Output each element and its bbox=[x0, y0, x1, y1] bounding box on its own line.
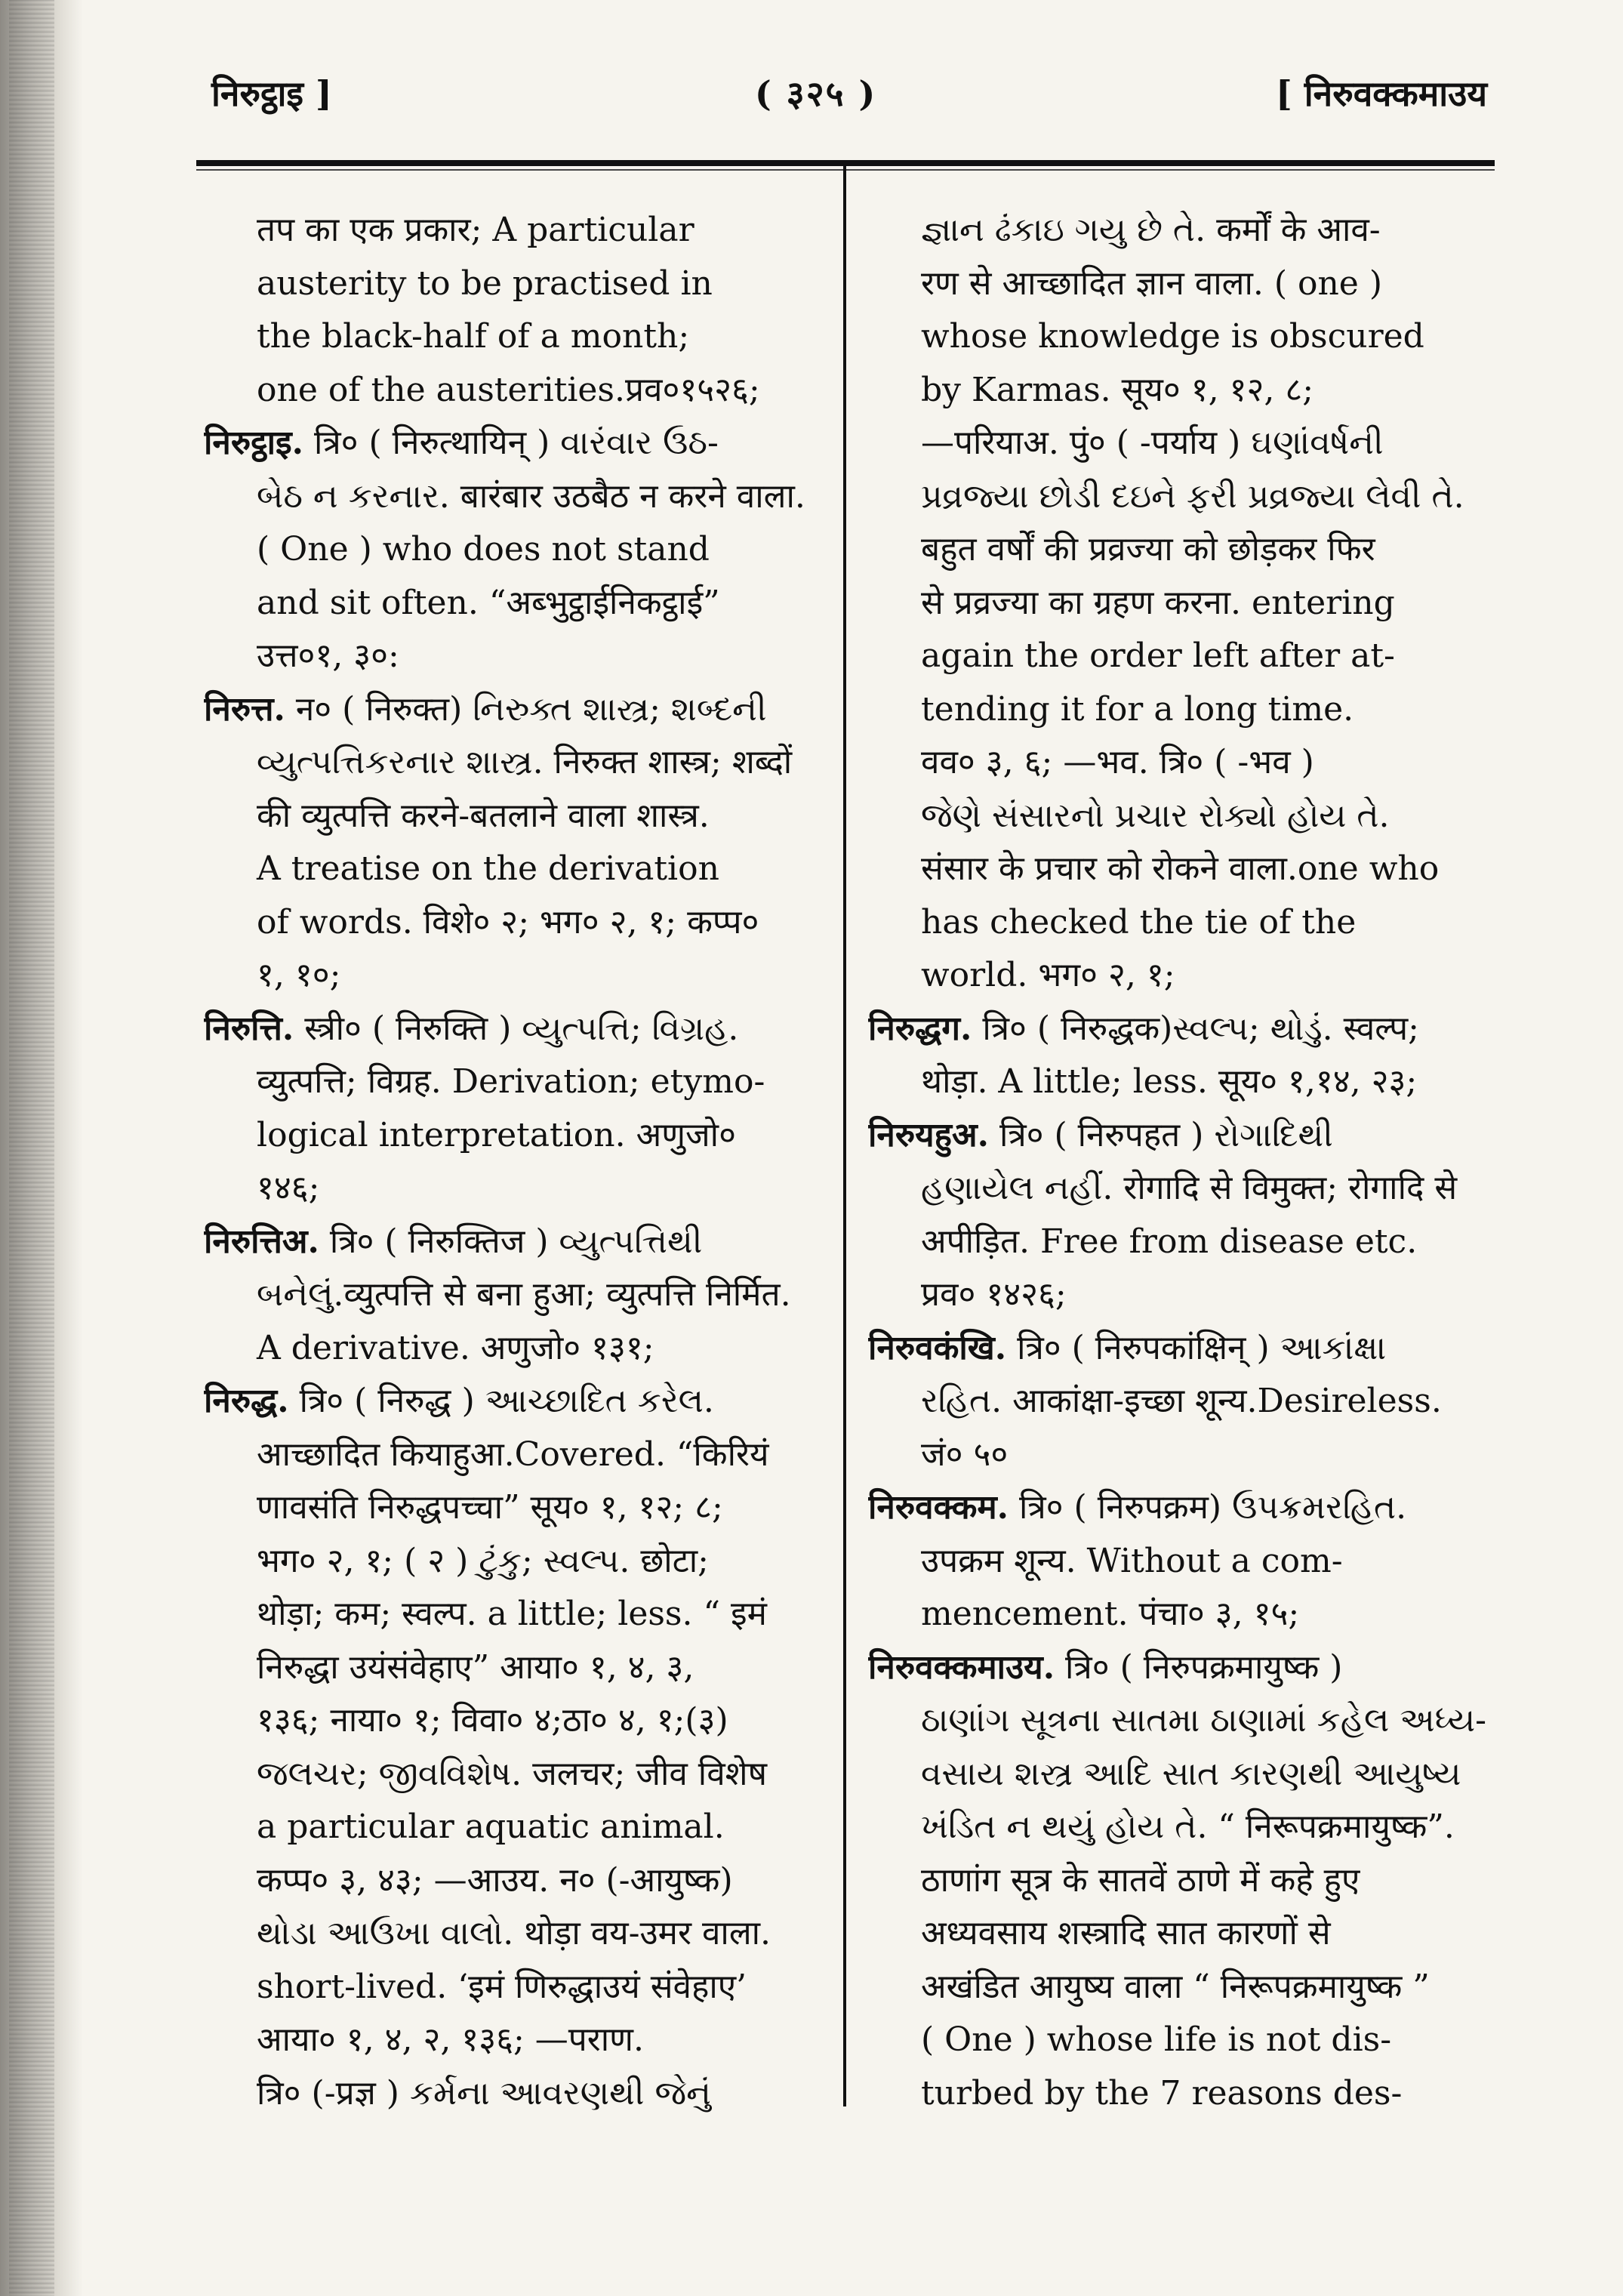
entry-text-line bbox=[204, 1162, 823, 1216]
entry-text: अध्यवसाय शस्त्रादि सात कारणों से bbox=[921, 1914, 1331, 1952]
entry-text-line bbox=[868, 2067, 1487, 2121]
entry-text: ઠાણાંગ સૂત્રના સાતમા ઠાણામાં કહેલ અધ્ય- bbox=[921, 1701, 1487, 1740]
entry-text: स्त्री० ( निरुक्ति ) વ્યુત્પત્તિ; વિગ્રહ. bbox=[294, 1009, 739, 1048]
entry-text-line bbox=[204, 1268, 823, 1322]
entry-text-line bbox=[868, 843, 1487, 896]
entry-text-line bbox=[204, 364, 823, 418]
entry-text: १, १०; bbox=[257, 956, 341, 994]
page-spine-texture bbox=[9, 0, 54, 2296]
entry-text: भग० २, १; ( २ ) ટુંકુ; સ્વલ્પ. छोटा; bbox=[257, 1541, 710, 1580]
entry-headword-line bbox=[204, 683, 823, 737]
entry-text: अखंडित आयुष्य वाला “ निरूपक्रमायुष्क ” bbox=[921, 1967, 1430, 2006]
entry-text-line bbox=[204, 790, 823, 843]
entry-text: પ્રવ્રજ્યા છોડી દઇને ફરી પ્રવ્રજ્યા લેવી તે. bbox=[921, 476, 1464, 516]
entry-text: की व्युत्पत्ति करने-बतलाने वाला शास्त्र. bbox=[257, 796, 710, 835]
entry-text: अपीड़ित. Free from disease etc. bbox=[921, 1222, 1418, 1261]
entry-text: turbed by the 7 reasons des- bbox=[921, 2073, 1403, 2113]
entry-headword-line bbox=[868, 1641, 1487, 1695]
entry-text-line bbox=[204, 577, 823, 630]
entry-text-line bbox=[204, 1428, 823, 1482]
entry-text: by Karmas. सूय० १, १२, ८; bbox=[921, 370, 1314, 409]
entry-text: त्रि० (-प्रज्ञ ) કર્મના આવરણથી જેનું bbox=[257, 2073, 711, 2113]
entry-headword-line bbox=[204, 417, 823, 470]
entry-headword: निरुत्त. bbox=[204, 689, 285, 729]
entry-text-line bbox=[868, 1375, 1487, 1428]
entry-text: વ્યુત્પત્તિકરનાર શાસ્ત્ર. निरुक्त शास्त्र; शब्दों bbox=[257, 743, 793, 781]
entry-text-line bbox=[204, 1481, 823, 1535]
entry-text: of words. विशे० २; भग० २, १; कप्प० bbox=[257, 902, 759, 942]
entry-text-line bbox=[868, 1961, 1487, 2014]
entry-text-line bbox=[868, 257, 1487, 311]
entry-text-line bbox=[868, 577, 1487, 630]
entry-text-line bbox=[204, 523, 823, 577]
entry-text: logical interpretation. अणुजो० bbox=[257, 1115, 736, 1154]
entry-text-line bbox=[868, 1748, 1487, 1801]
entry-text: उपक्रम शून्य. Without a com- bbox=[921, 1541, 1343, 1580]
entry-text-line bbox=[204, 1801, 823, 1854]
entry-text: त्रि० ( निरुक्तिज ) વ્યુત્પત્તિથી bbox=[319, 1222, 703, 1261]
entry-text: तप का एक प्रकार; A particular bbox=[257, 211, 694, 249]
entry-text: थोड़ा; कम; स्वल्प. a little; less. “ इमं bbox=[257, 1595, 767, 1633]
entry-text: त्रि० ( निरुपक्रमायुष्क ) bbox=[1055, 1647, 1343, 1687]
entry-text: બેઠ ન કરનાર. बारंबार उठबैठ न करने वाला. bbox=[257, 476, 805, 516]
right-column bbox=[868, 204, 1487, 2120]
entry-headword: निरुवकंखि. bbox=[868, 1328, 1007, 1367]
entry-text-line bbox=[868, 1801, 1487, 1854]
entry-headword-line bbox=[204, 1216, 823, 1269]
entry-text-line bbox=[868, 896, 1487, 950]
entry-text-line bbox=[204, 1694, 823, 1748]
entry-text: હણાયેલ નહીં. रोगादि से विमुक्त; रोगादि से bbox=[921, 1169, 1458, 1207]
entry-text-line bbox=[868, 949, 1487, 1003]
entry-text: જ્ઞાન ઢંકાઇ ગયુ છે તે. कर्मों के आव- bbox=[921, 211, 1381, 249]
entry-text: बहुत वर्षों की प्रव्रज्या को छोड़कर फिर bbox=[921, 530, 1375, 569]
entry-text-line bbox=[868, 1907, 1487, 1961]
entry-text: world. भग० २, १; bbox=[921, 956, 1175, 994]
entry-text: संसार के प्रचार को रोकने वाला.one who bbox=[921, 849, 1440, 888]
entry-text-line bbox=[204, 1588, 823, 1641]
entry-text-line bbox=[868, 790, 1487, 843]
entry-text-line bbox=[204, 310, 823, 364]
entry-text-line bbox=[868, 1428, 1487, 1482]
entry-text: उत्त०१, ३०: bbox=[257, 636, 399, 675]
entry-text: कप्प० ३, ४३; —आउय. न० (-आयुष्क) bbox=[257, 1860, 733, 1900]
entry-text-line bbox=[868, 630, 1487, 683]
entry-text: થોડા આઉખા વાલો. थोड़ा वय-उमर वाला. bbox=[257, 1914, 771, 1952]
entry-text-line bbox=[868, 1535, 1487, 1589]
entry-text-line bbox=[868, 736, 1487, 790]
entry-text: short-lived. ‘इमं णिरुद्धाउयं संवेहाए’ bbox=[257, 1967, 747, 2006]
entry-text-line bbox=[204, 2067, 823, 2121]
entry-text: વસાય શસ્ત્ર આદિ સાત કારણથી આયુષ્ય bbox=[921, 1754, 1461, 1793]
entry-text: ( One ) who does not stand bbox=[257, 530, 710, 569]
entry-text-line bbox=[204, 1535, 823, 1589]
entry-headword: निरुवक्कम. bbox=[868, 1488, 1009, 1527]
entry-text: प्रव० १४२६; bbox=[921, 1275, 1067, 1314]
entry-text-line bbox=[204, 470, 823, 524]
entry-text-line bbox=[204, 630, 823, 683]
entry-text: से प्रव्रज्या का ग्रहण करना. entering bbox=[921, 583, 1395, 622]
entry-text-line bbox=[204, 1961, 823, 2014]
entry-text: બનેલું.व्युत्पत्ति से बना हुआ; व्युत्पत्ति निर्मित. bbox=[257, 1275, 791, 1314]
entry-text: त्रि० ( निरुपक्रम) ઉપક્રમરહિત. bbox=[1009, 1488, 1407, 1527]
entry-text: austerity to be practised in bbox=[257, 264, 713, 303]
entry-text-line bbox=[868, 364, 1487, 418]
entry-text: ખંડિત ન થયું હોય તે. “ निरूपक्रमायुष्क”. bbox=[921, 1808, 1455, 1846]
entry-text: णावसंति निरुद्धपच्चा” सूय० १, १२; ८; bbox=[257, 1488, 723, 1527]
entry-text: રહિત. आकांक्षा-इच्छा शून्य.Desireless. bbox=[921, 1382, 1442, 1420]
entry-text-line bbox=[868, 470, 1487, 524]
entry-headword-line bbox=[868, 1003, 1487, 1056]
entry-text: जं० ५० bbox=[921, 1435, 1009, 1474]
entry-text-line bbox=[868, 204, 1487, 257]
entry-text: १४६; bbox=[257, 1169, 320, 1207]
entry-text: १३६; नाया० १; विवा० ४;ठा० ४, १;(३) bbox=[257, 1701, 728, 1740]
entry-text: त्रि० ( निरुपकांक्षिन् ) આકાંક્ષા bbox=[1006, 1328, 1387, 1367]
entry-headword: निरुयहुअ. bbox=[868, 1115, 989, 1154]
entry-headword-line bbox=[868, 1109, 1487, 1163]
entry-text-line bbox=[204, 1748, 823, 1801]
entry-text-line bbox=[868, 417, 1487, 470]
entry-headword: निरुत्ति. bbox=[204, 1009, 294, 1048]
entry-headword-line bbox=[204, 1003, 823, 1056]
column-divider bbox=[843, 166, 846, 2106]
entry-text: त्रि० ( निरुपहत ) રોગાદિથી bbox=[988, 1115, 1333, 1154]
entry-headword: निरुद्ध. bbox=[204, 1382, 289, 1420]
entry-text-line bbox=[868, 1162, 1487, 1216]
entry-text-line bbox=[868, 523, 1487, 577]
entry-text: आच्छादित कियाहुआ.Covered. “किरियं bbox=[257, 1435, 769, 1474]
entry-text-line bbox=[204, 1322, 823, 1376]
entry-text-line bbox=[204, 1641, 823, 1695]
entry-text-line bbox=[868, 2014, 1487, 2067]
page-number: ( ३२५ ) bbox=[755, 73, 877, 114]
page-header bbox=[196, 63, 1495, 131]
entry-text: જલચર; જીવવિશેષ. जलचर; जीव विशेष bbox=[257, 1754, 768, 1793]
entry-text: थोड़ा. A little; less. सूय० १,१४, २३; bbox=[921, 1062, 1418, 1101]
header-rule bbox=[196, 160, 1495, 166]
entry-text-line bbox=[204, 1056, 823, 1109]
entry-headword: निरुद्धग. bbox=[868, 1009, 972, 1048]
entry-text-line bbox=[868, 1854, 1487, 1908]
entry-text-line bbox=[868, 310, 1487, 364]
entry-text: and sit often. “अब्भुट्ठाईनिकट्ठाई” bbox=[257, 583, 720, 622]
entry-text: a particular aquatic animal. bbox=[257, 1808, 725, 1846]
entry-text: निरुद्धा उयंसंवेहाए” आया० १, ४, ३, bbox=[257, 1647, 694, 1687]
entry-text: आया० १, ४, २, १३६; —पराण. bbox=[257, 2020, 644, 2059]
entry-headword: निरुत्तिअ. bbox=[204, 1222, 319, 1261]
entry-headword-line bbox=[868, 1481, 1487, 1535]
entry-text: has checked the tie of the bbox=[921, 902, 1357, 942]
entry-text: A derivative. अणुजो० १३१; bbox=[257, 1328, 654, 1367]
entry-headword-line bbox=[868, 1322, 1487, 1376]
header-right-guideword: [ निरुवक्कमाउय bbox=[1275, 73, 1487, 114]
entry-text: ( One ) whose life is not dis- bbox=[921, 2020, 1392, 2059]
entry-text-line bbox=[868, 1694, 1487, 1748]
entry-text: mencement. पंचा० ३, १५; bbox=[921, 1595, 1300, 1633]
entry-text-line bbox=[204, 204, 823, 257]
entry-text: त्रि० ( निरुत्थायिन् ) વારંવાર ઉઠ- bbox=[303, 424, 719, 462]
entry-text: वव० ३, ६; —भव. त्रि० ( -भव ) bbox=[921, 743, 1314, 781]
entry-text: one of the austerities.प्रव०१५२६; bbox=[257, 370, 760, 409]
entry-text: the black-half of a month; bbox=[257, 317, 690, 356]
entry-headword-line bbox=[204, 1375, 823, 1428]
entry-text: again the order left after at- bbox=[921, 636, 1395, 675]
entry-text: व्युत्पत्ति; विग्रह. Derivation; etymo- bbox=[257, 1062, 765, 1101]
entry-text-line bbox=[204, 2014, 823, 2067]
entry-text: જેણે સંસારનો પ્રચાર રોક્યો હોય તે. bbox=[921, 796, 1390, 835]
entry-text: त्रि० ( निरुद्धक)સ્વલ્પ; થોડું. स्वल्प; bbox=[972, 1009, 1419, 1048]
entry-text-line bbox=[868, 1268, 1487, 1322]
entry-text-line bbox=[204, 896, 823, 950]
entry-text-line bbox=[868, 683, 1487, 737]
entry-text: whose knowledge is obscured bbox=[921, 317, 1424, 356]
entry-text-line bbox=[204, 1109, 823, 1163]
entry-headword: निरुवक्कमाउय. bbox=[868, 1647, 1055, 1687]
entry-text-line bbox=[204, 1854, 823, 1908]
entry-text: —परियाअ. पुं० ( -पर्याय ) ઘણાંવર્ષની bbox=[921, 424, 1384, 462]
left-column bbox=[204, 204, 823, 2120]
entry-text-line bbox=[204, 1907, 823, 1961]
entry-headword: निरुट्ठाइ. bbox=[204, 424, 303, 462]
entry-text-line bbox=[868, 1216, 1487, 1269]
entry-text: रण से आच्छादित ज्ञान वाला. ( one ) bbox=[921, 264, 1382, 303]
entry-text: A treatise on the derivation bbox=[257, 849, 719, 888]
entry-text-line bbox=[204, 257, 823, 311]
entry-text: त्रि० ( निरुद्ध ) આચ્છાદિત કરેલ. bbox=[288, 1382, 714, 1420]
entry-text-line bbox=[868, 1588, 1487, 1641]
entry-text-line bbox=[868, 1056, 1487, 1109]
entry-text-line bbox=[204, 949, 823, 1003]
entry-text-line bbox=[204, 843, 823, 896]
entry-text: ठाणांग सूत्र के सातवें ठाणे में कहे हुए bbox=[921, 1860, 1360, 1900]
header-left-guideword: निरुट्ठाइ ] bbox=[211, 73, 332, 114]
entry-text: tending it for a long time. bbox=[921, 689, 1354, 729]
entry-text: न० ( निरुक्त) નિરુક્ત શાસ્ત્ર; શબ્દની bbox=[285, 689, 767, 729]
entry-text-line bbox=[204, 736, 823, 790]
